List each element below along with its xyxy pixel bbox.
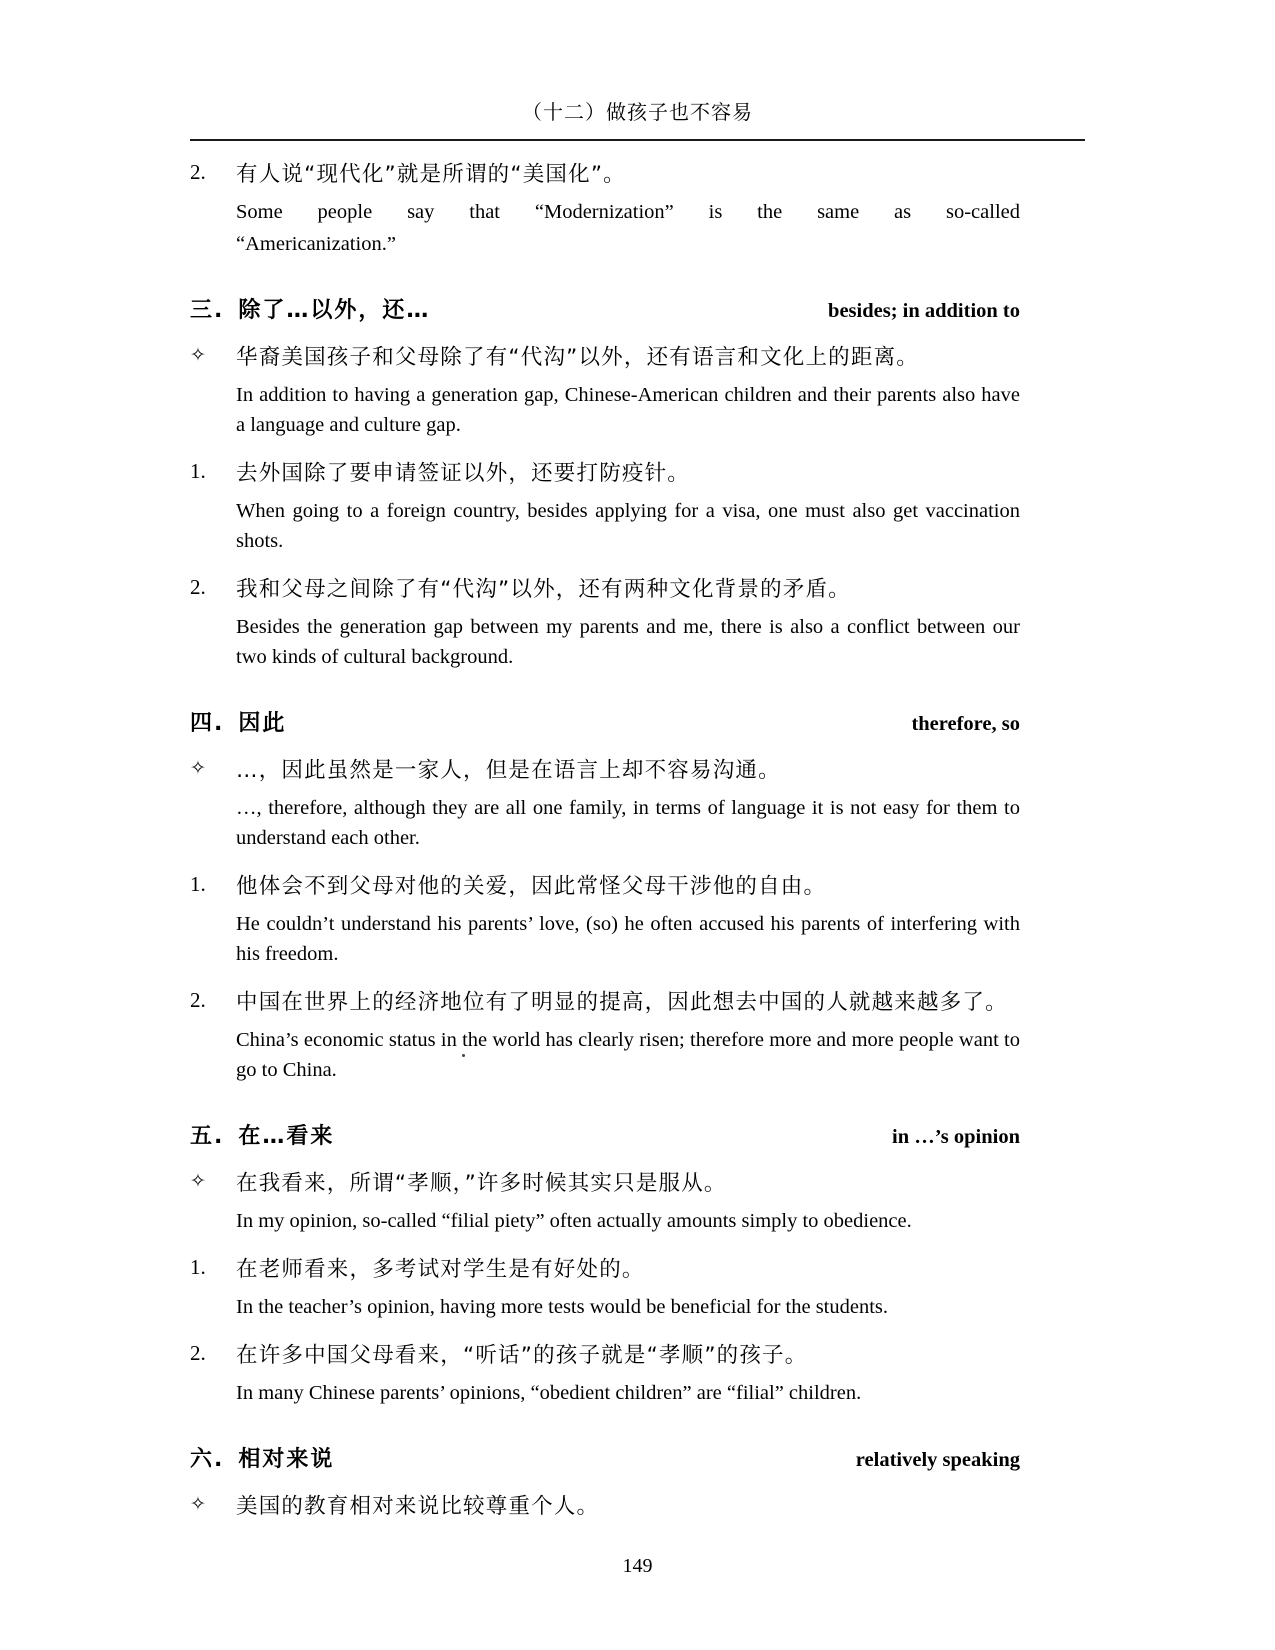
section-number: 三.: [190, 298, 225, 323]
section-number: 四.: [190, 711, 225, 736]
page-content: [0, 155, 1275, 1527]
section-number: 六.: [190, 1447, 225, 1472]
chinese-sentence: 在老师看来，多考试对学生是有好处的。: [236, 1257, 645, 1282]
section-gloss: besides; in addition to: [828, 300, 1020, 322]
section-gloss: therefore, so: [911, 713, 1020, 735]
list-item: [190, 983, 1020, 1085]
list-item: [190, 338, 1020, 440]
item-body: [236, 983, 1020, 1085]
diamond-icon: ✧: [190, 1170, 206, 1192]
item-body: [236, 1250, 1020, 1322]
page-number: 149: [622, 1555, 653, 1577]
list-item: [190, 155, 1020, 259]
section-title: [190, 293, 430, 324]
section-number: 五.: [190, 1124, 225, 1149]
english-translation: In my opinion, so-called “filial piety” often actually amounts simply to obedience.: [236, 1210, 912, 1232]
section-pattern: 相对来说: [238, 1447, 335, 1472]
section-title: [190, 1442, 334, 1473]
section-gloss: in …’s opinion: [892, 1126, 1020, 1148]
item-body: [236, 1336, 1020, 1408]
section-heading: [190, 1442, 1020, 1473]
item-body: [236, 570, 1020, 672]
chinese-sentence: 他体会不到父母对他的关爱，因此常怪父母干涉他的自由。: [236, 874, 827, 899]
english-translation: In the teacher’s opinion, having more tests would be beneficial for the students.: [236, 1296, 889, 1318]
chinese-sentence: 华裔美国孩子和父母除了有“代沟”以外，还有语言和文化上的距离。: [236, 345, 919, 370]
chinese-sentence: 美国的教育相对来说比较尊重个人。: [236, 1494, 600, 1519]
list-item: [190, 454, 1020, 556]
item-marker: 1.: [190, 459, 206, 483]
item-marker: 2.: [190, 160, 206, 184]
item-body: [236, 1487, 1020, 1527]
item-marker: 2.: [190, 988, 206, 1012]
item-marker: 1.: [190, 1255, 206, 1279]
english-translation-line2: “Americanization.”: [236, 233, 396, 255]
english-translation: Besides the generation gap between my parents and me, there is also a conflict between our two kinds of cultural background.: [236, 616, 1020, 668]
section-heading: [190, 1119, 1020, 1150]
item-body: [236, 867, 1020, 969]
diamond-icon: ✧: [190, 344, 206, 366]
english-translation: He couldn’t understand his parents’ love, (so) he often accused his parents of interfering with his freedom.: [236, 913, 1020, 965]
item-body: [236, 454, 1020, 556]
chinese-sentence: 在许多中国父母看来，“听话”的孩子就是“孝顺”的孩子。: [236, 1343, 808, 1368]
list-item: [190, 1164, 1020, 1236]
diamond-icon: ✧: [190, 1493, 206, 1515]
item-marker: 1.: [190, 872, 206, 896]
list-item: [190, 867, 1020, 969]
section-heading: [190, 706, 1020, 737]
diamond-icon: ✧: [190, 757, 206, 779]
list-item: [190, 570, 1020, 672]
chinese-sentence: 在我看来，所谓“孝顺，”许多时候其实只是服从。: [236, 1171, 727, 1196]
chinese-sentence: 有人说“现代化”就是所谓的“美国化”。: [236, 162, 626, 187]
item-body: [236, 1164, 1020, 1236]
section-gloss: relatively speaking: [855, 1449, 1020, 1471]
stray-mark: [462, 1054, 465, 1057]
english-translation: In addition to having a generation gap, Chinese-American children and their parents also have a language and culture gap.: [236, 384, 1020, 436]
page-header: [0, 0, 1275, 125]
chinese-sentence: …，因此虽然是一家人，但是在语言上却不容易沟通。: [236, 758, 781, 783]
section-pattern: 因此: [238, 711, 287, 736]
list-item: [190, 1336, 1020, 1408]
list-item: [190, 1487, 1020, 1527]
item-body: [236, 155, 1020, 259]
english-translation: When going to a foreign country, besides applying for a visa, one must also get vaccination shots.: [236, 500, 1020, 552]
chinese-sentence: 我和父母之间除了有“代沟”以外，还有两种文化背景的矛盾。: [236, 577, 851, 602]
english-translation: In many Chinese parents’ opinions, “obedient children” are “filial” children.: [236, 1382, 862, 1404]
english-translation-line1: Some people say that “Modernization” is the same as so-called: [236, 201, 1020, 223]
list-item: [190, 1250, 1020, 1322]
chinese-sentence: 中国在世界上的经济地位有了明显的提高，因此想去中国的人就越来越多了。: [236, 990, 1008, 1015]
header-divider: [190, 139, 1085, 141]
item-body: [236, 751, 1020, 853]
section-heading: [190, 293, 1020, 324]
english-translation: …, therefore, although they are all one family, in terms of language it is not easy for them to understand each other.: [236, 797, 1020, 849]
chinese-sentence: 去外国除了要申请签证以外，还要打防疫针。: [236, 461, 691, 486]
section-pattern: 在…看来: [238, 1124, 335, 1149]
section-pattern: 除了…以外，还…: [238, 298, 431, 323]
english-translation: China’s economic status in the world has clearly risen; therefore more and more people want to go to China.: [236, 1029, 1020, 1081]
section-title: [190, 706, 286, 737]
item-marker: 2.: [190, 575, 206, 599]
item-marker: 2.: [190, 1341, 206, 1365]
section-title: [190, 1119, 334, 1150]
item-body: [236, 338, 1020, 440]
header-title: （十二）做孩子也不容易: [522, 100, 753, 124]
list-item: [190, 751, 1020, 853]
